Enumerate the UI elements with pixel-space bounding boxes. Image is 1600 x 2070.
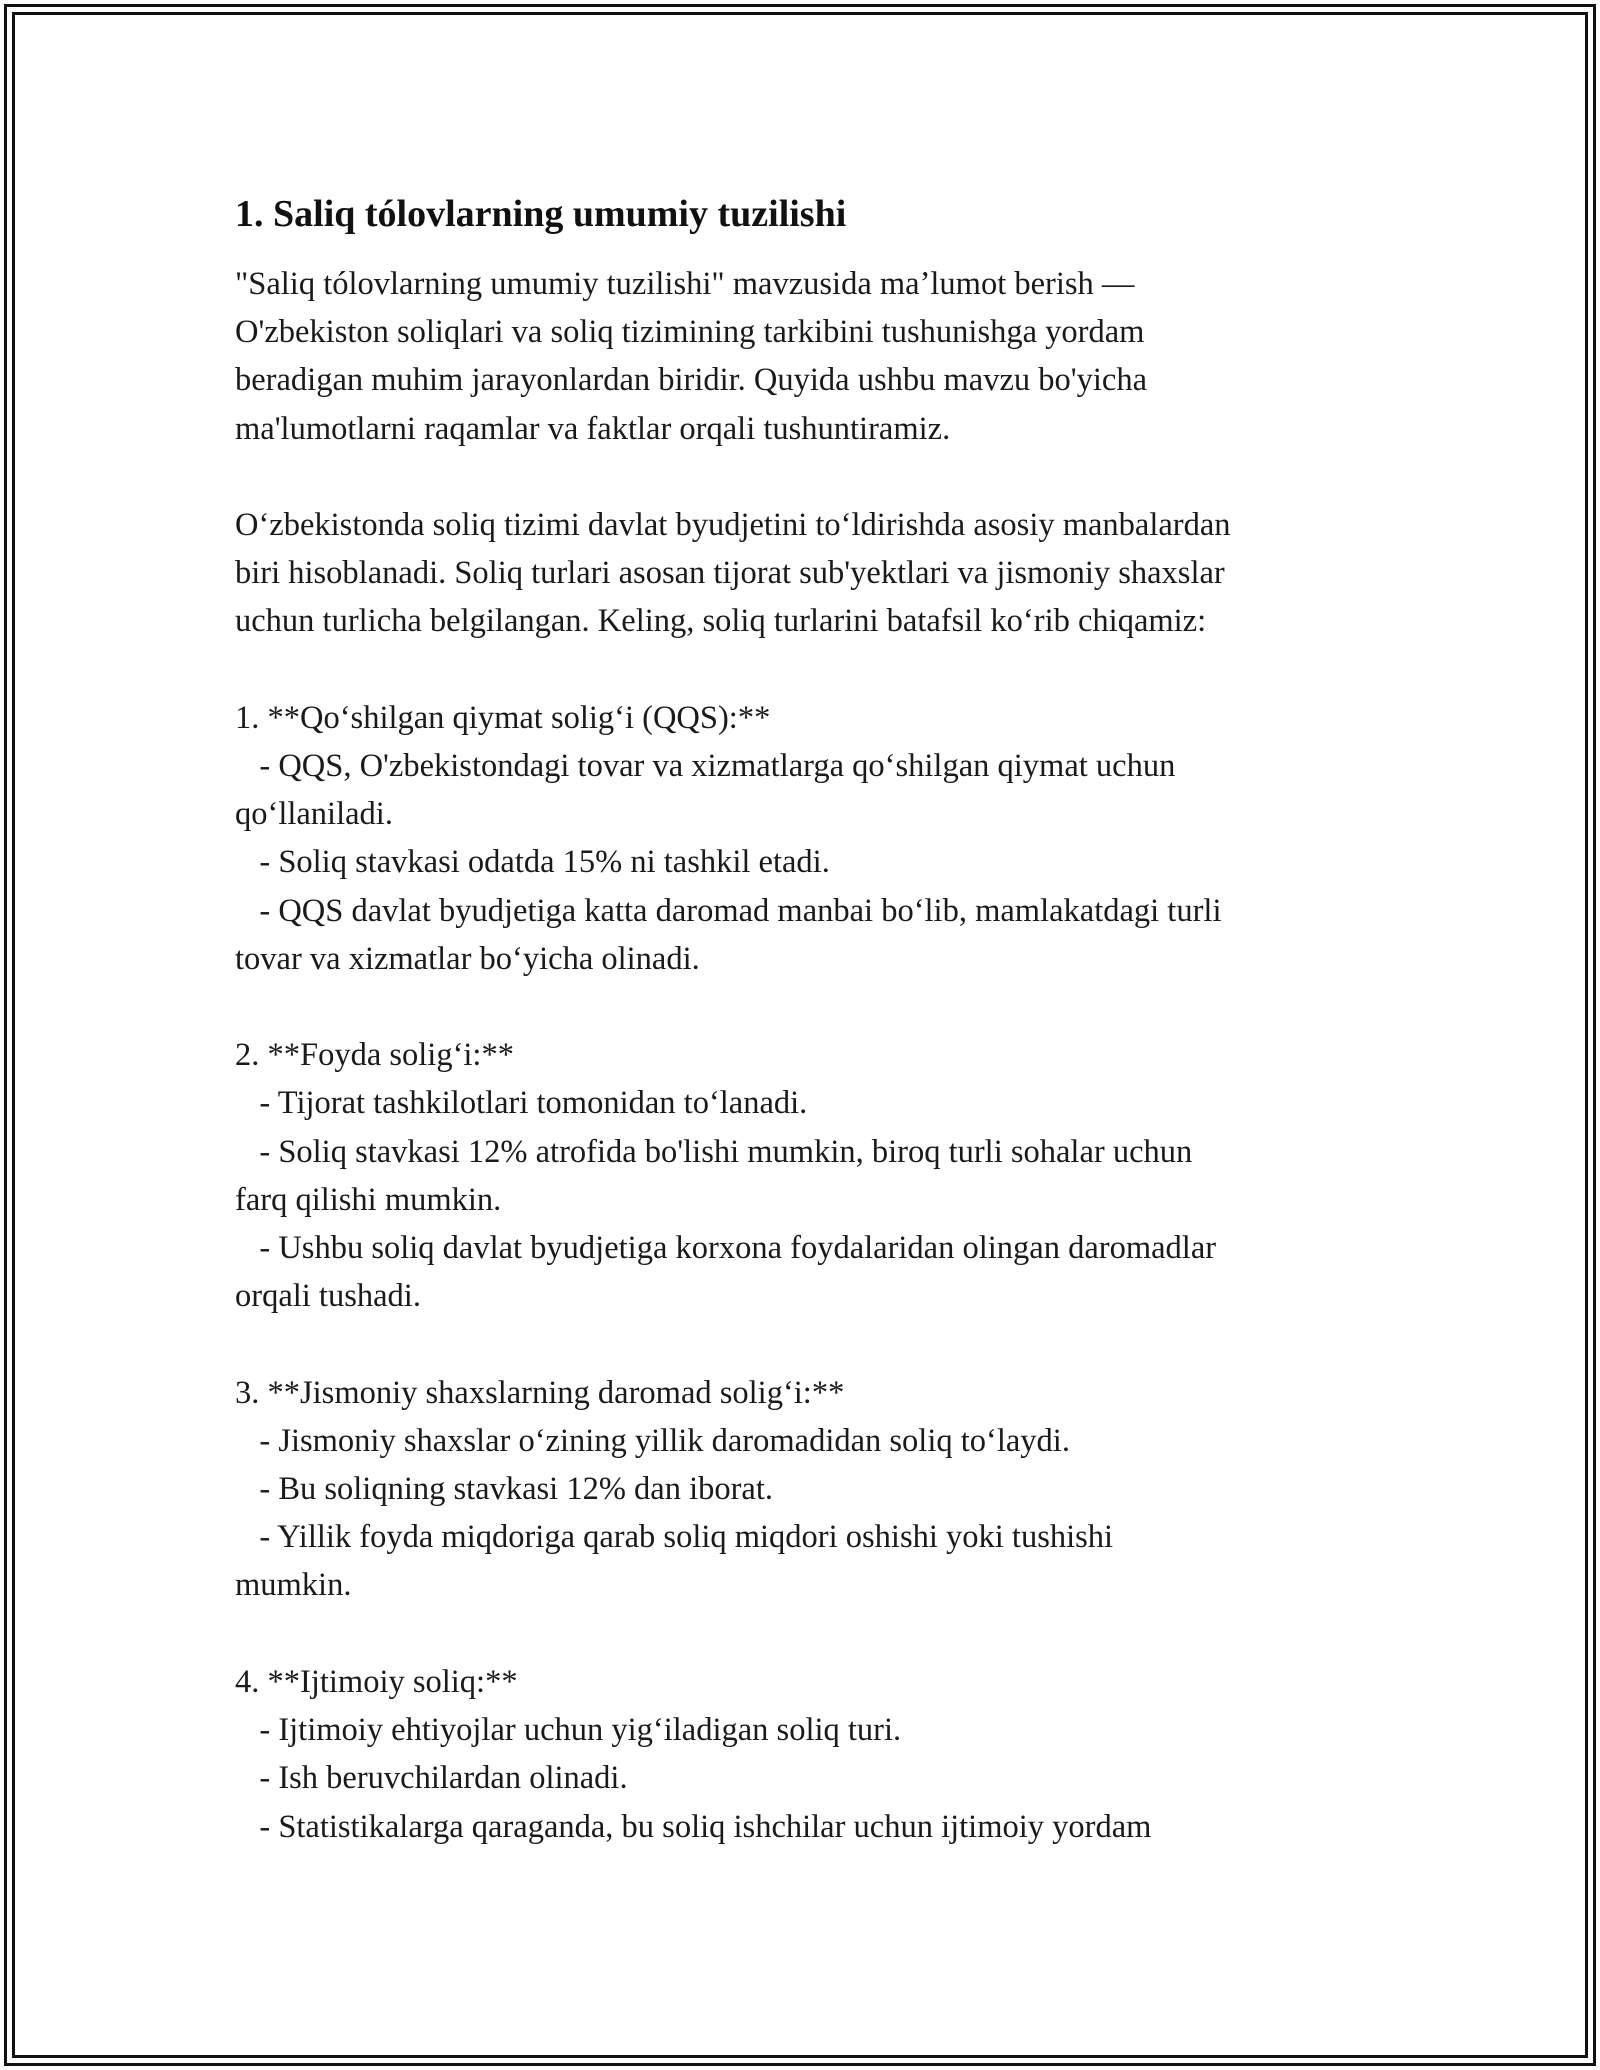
- document-content: [235, 188, 1395, 1851]
- page-title: 1. Saliq tólovlarning umumiy tuzilishi: [235, 193, 847, 235]
- document-body: "Saliq tólovlarning umumiy tuzilishi" mavzusida maʼlumot berish — O'zbekiston soliqlari va soliq tizimining tarkibini tushunishga yordam beradigan muhim jarayonlardan biridir. Quyida ushbu mavzu bo'yicha ma'lumotlarni raqamlar va faktlar orqali tushuntiramiz. Oʻzbekistonda soliq tizimi davlat byudjetini toʻldirishda asosiy manbalardan biri hisoblanadi. Soliq turlari asosan tijorat sub'yektlari va jismoniy shaxslar uchun turlicha belgilangan. Keling, soliq turlarini batafsil koʻrib chiqamiz: 1. **Qoʻshilgan qiymat soligʻi (QQS):** - QQS, O'zbekistondagi tovar va xizmatlarga qoʻshilgan qiymat uchun qoʻllaniladi. - Soliq stavkasi odatda 15% ni tashkil etadi. - QQS davlat byudjetiga katta daromad manbai boʻlib, mamlakatdagi turli tovar va xizmatlar boʻyicha olinadi. 2. **Foyda soligʻi:** - Tijorat tashkilotlari tomonidan toʻlanadi. - Soliq stavkasi 12% atrofida bo'lishi mumkin, biroq turli sohalar uchun farq qilishi mumkin. - Ushbu soliq davlat byudjetiga korxona foydalaridan olingan daromadlar orqali tushadi. 3. **Jismoniy shaxslarning daromad soligʻi:** - Jismoniy shaxslar oʻzining yillik daromadidan soliq toʻlaydi. - Bu soliqning stavkasi 12% dan iborat. - Yillik foyda miqdoriga qarab soliq miqdori oshishi yoki tushishi mumkin. 4. **Ijtimoiy soliq:** - Ijtimoiy ehtiyojlar uchun yigʻiladigan soliq turi. - Ish beruvchilardan olinadi. - Statistikalarga qaraganda, bu soliq ishchilar uchun ijtimoiy yordam: [235, 266, 1231, 1845]
